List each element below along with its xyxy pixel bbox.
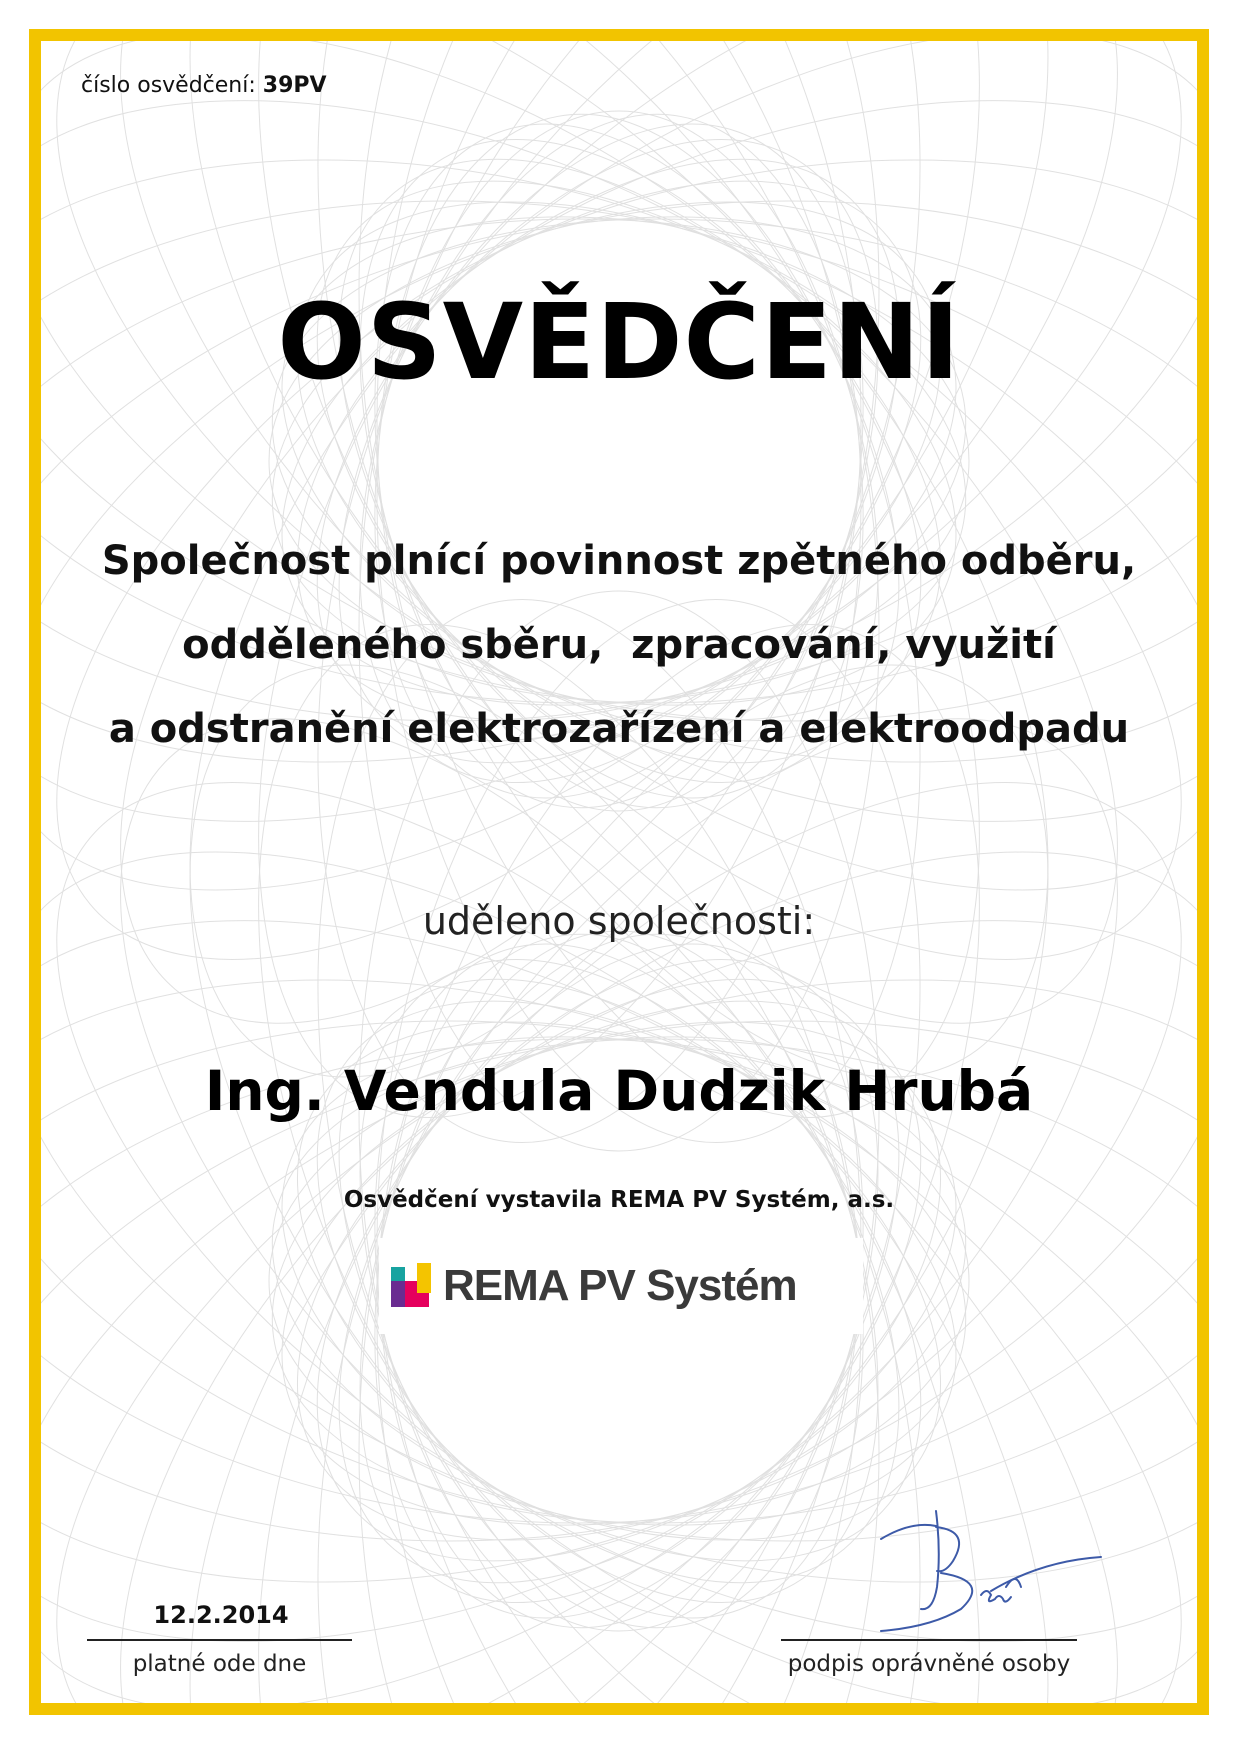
rema-logo-text: REMA PV Systém xyxy=(443,1261,797,1310)
signature-underline xyxy=(781,1639,1077,1641)
rema-logo-mark-icon xyxy=(387,1261,437,1311)
subtitle-line: Společnost plnící povinnost zpětného odběru, xyxy=(101,538,1137,584)
certificate-frame xyxy=(29,29,1209,1715)
valid-from-date: 12.2.2014 xyxy=(153,1601,289,1629)
signature-label: podpis oprávněné osoby xyxy=(787,1651,1071,1677)
rema-logo xyxy=(379,1238,863,1334)
certificate-number xyxy=(81,73,327,98)
certificate-subtitle xyxy=(71,519,1167,771)
date-underline xyxy=(87,1639,352,1641)
page-title: OSVĚDČENÍ xyxy=(277,281,961,403)
certificate-number-value: 39PV xyxy=(262,73,327,98)
certificate-number-label: číslo osvědčení: xyxy=(81,73,256,98)
recipient-name: Ing. Vendula Dudzik Hrubá xyxy=(204,1059,1034,1123)
signature-icon xyxy=(841,1491,1111,1641)
awarded-label: uděleno společnosti: xyxy=(422,899,816,943)
issuer-statement: Osvědčení vystavila REMA PV Systém, a.s. xyxy=(343,1187,895,1213)
subtitle-line: odděleného sběru, zpracování, využití xyxy=(182,622,1056,668)
valid-from-label: platné ode dne xyxy=(132,1651,307,1677)
subtitle-line: a odstranění elektrozařízení a elektroodpadu xyxy=(108,706,1130,752)
